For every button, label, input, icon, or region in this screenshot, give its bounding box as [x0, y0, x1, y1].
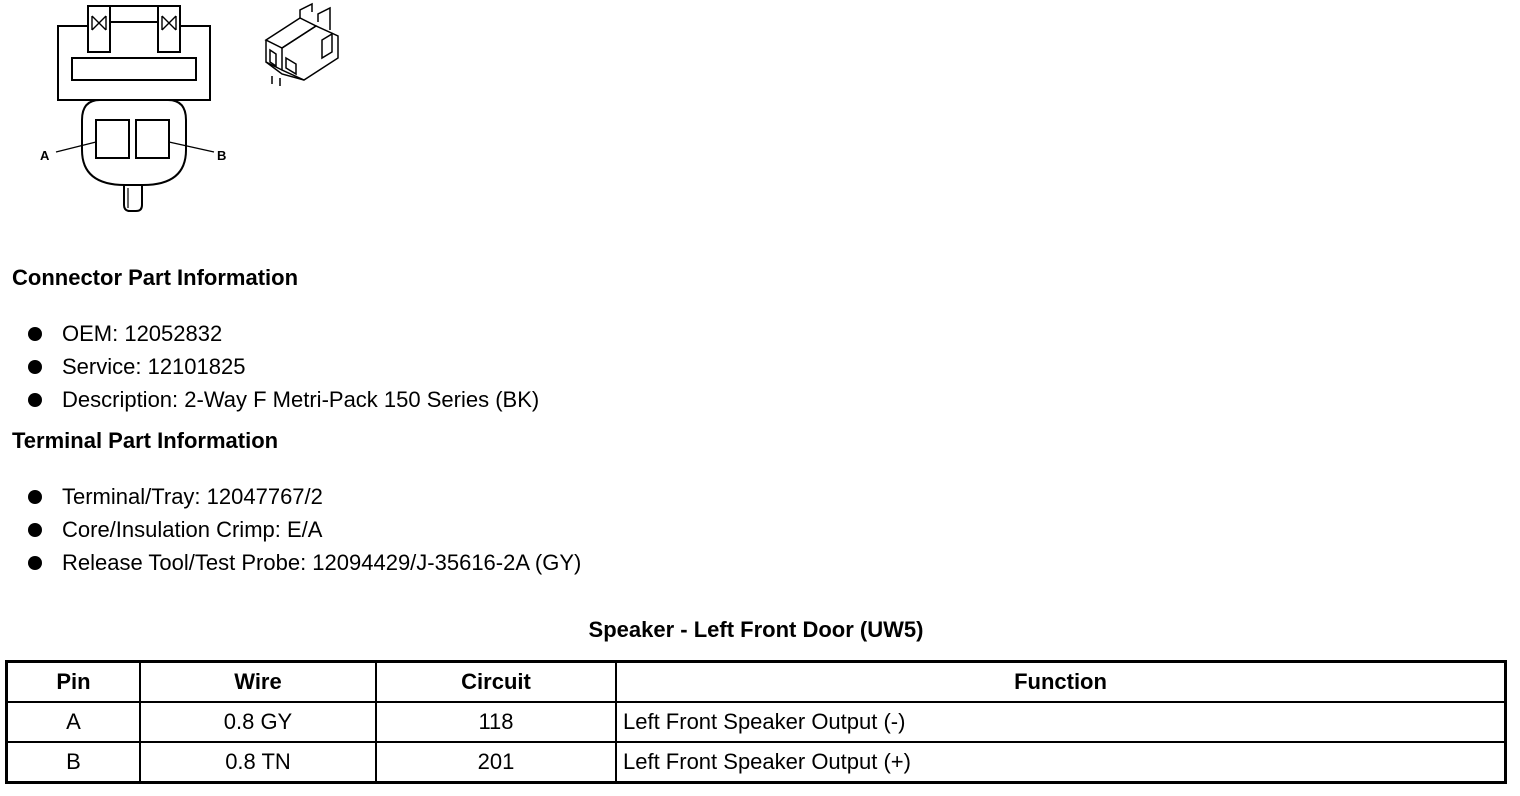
connector-diagram	[0, 0, 360, 220]
terminal-crimp: Core/Insulation Crimp: E/A	[62, 517, 323, 542]
table-header-row	[7, 662, 1506, 703]
connector-info-heading: Connector Part Information	[12, 265, 299, 290]
cell-function: Left Front Speaker Output (+)	[616, 742, 1506, 783]
connector-face-view	[56, 6, 214, 211]
leader-line-a	[56, 142, 96, 152]
list-item	[28, 350, 539, 383]
header-circuit: Circuit	[376, 662, 616, 703]
cell-wire: 0.8 TN	[140, 742, 376, 783]
list-item	[28, 513, 581, 546]
cell-circuit: 118	[376, 702, 616, 742]
table-row	[7, 742, 1506, 783]
header-function: Function	[616, 662, 1506, 703]
terminal-release-tool: Release Tool/Test Probe: 12094429/J-35616-2A (GY)	[62, 550, 582, 575]
header-wire: Wire	[140, 662, 376, 703]
list-item	[28, 317, 539, 350]
pin-function-table	[5, 660, 1507, 784]
terminal-info-list	[28, 480, 581, 579]
cell-circuit: 201	[376, 742, 616, 783]
cavity-a	[96, 120, 129, 158]
connector-isometric-icon	[266, 4, 338, 86]
bullet-icon	[28, 490, 42, 504]
terminal-info-heading: Terminal Part Information	[12, 428, 279, 453]
table-row	[7, 702, 1506, 742]
list-item	[28, 383, 539, 416]
connector-info-list	[28, 317, 539, 416]
cell-function: Left Front Speaker Output (-)	[616, 702, 1506, 742]
header-pin: Pin	[7, 662, 141, 703]
connector-service: Service: 12101825	[62, 354, 246, 379]
cell-pin: B	[7, 742, 141, 783]
cell-wire: 0.8 GY	[140, 702, 376, 742]
table-title: Speaker - Left Front Door (UW5)	[588, 617, 924, 642]
list-item	[28, 480, 581, 513]
pin-b-label: B	[217, 148, 227, 163]
pin-a-label: A	[40, 148, 50, 163]
cavity-b	[136, 120, 169, 158]
terminal-tray: Terminal/Tray: 12047767/2	[62, 484, 323, 509]
connector-description: Description: 2-Way F Metri-Pack 150 Series (BK)	[62, 387, 540, 412]
leader-line-b	[169, 142, 214, 152]
bullet-icon	[28, 327, 42, 341]
bullet-icon	[28, 393, 42, 407]
list-item	[28, 546, 581, 579]
connector-oem: OEM: 12052832	[62, 321, 223, 346]
cell-pin: A	[7, 702, 141, 742]
bullet-icon	[28, 556, 42, 570]
bullet-icon	[28, 360, 42, 374]
bullet-icon	[28, 523, 42, 537]
